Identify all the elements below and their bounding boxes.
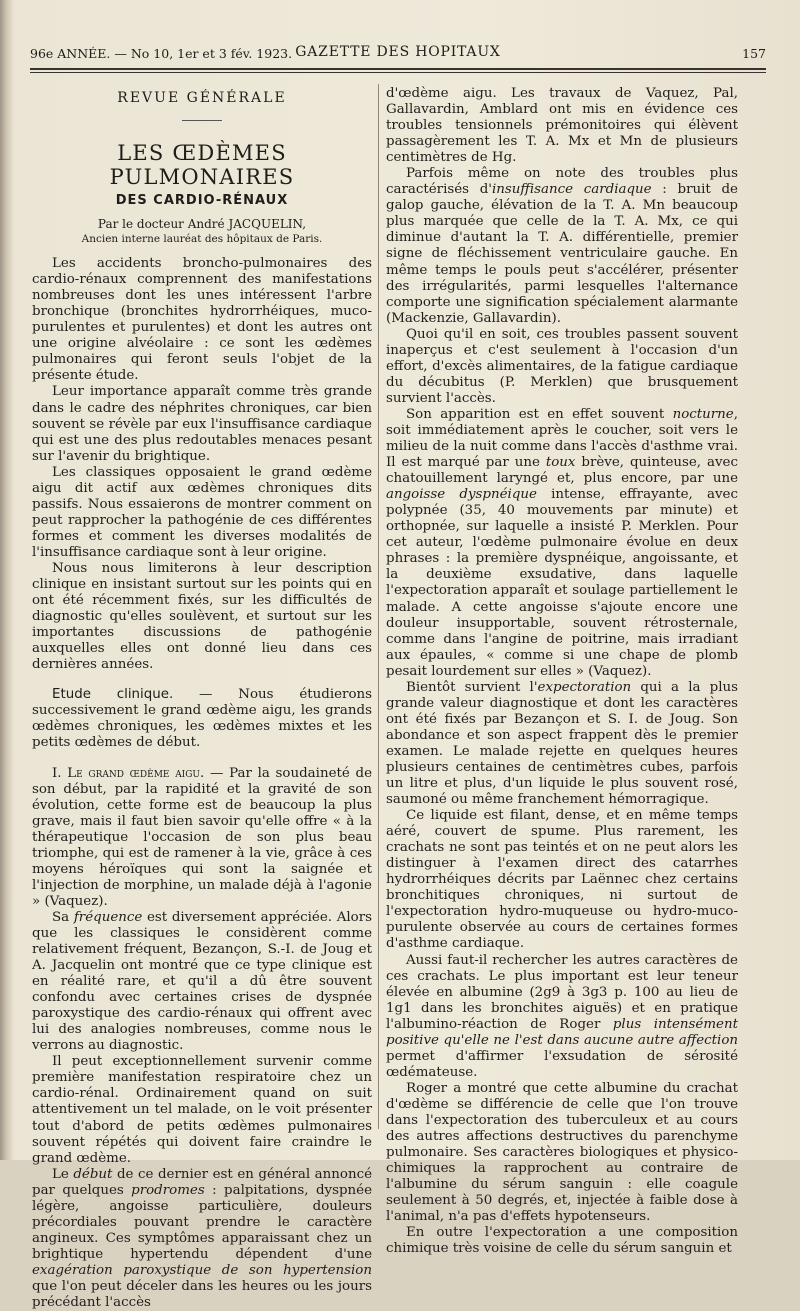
paragraph: Il peut exceptionnellement survenir comme première manifestation respiratoire chez un cardio-rénal. Ordinairement quand on suit attentivement un tel malade, on le voit présenter tout d'abord de petits œdèmes pulmonaires souvent répétés qui doivent faire craindre le grand œdème. bbox=[32, 1054, 372, 1166]
page-number: 157 bbox=[742, 46, 766, 61]
issue-info: 96e ANNÉE. — No 10, 1er et 3 fév. 1923. bbox=[30, 46, 293, 61]
article-subtitle: DES CARDIO-RÉNAUX bbox=[115, 193, 289, 209]
subsection-heading: Etude clinique. bbox=[52, 687, 174, 703]
paragraph-etude-clinique: Etude clinique. — Nous étudierons successivement le grand œdème aigu, les grands œdèmes chroniques, les œdèmes mixtes et les petits œdèmes de début. bbox=[32, 687, 373, 751]
author-affiliation: Ancien interne lauréat des hôpitaux de Paris. bbox=[81, 233, 323, 246]
header-rule-thick bbox=[30, 68, 766, 70]
journal-name: GAZETTE DES HOPITAUX bbox=[295, 44, 501, 60]
paragraph: Sa fréquence est diversement appréciée. Alors que les classiques le considèrent comme relativement fréquent, Bezançon, S.-I. de Joug et A. Jacquelin ont montré que ce type clinique est en réalité rare, et qu'il a dû être souvent confondu avec certaines crises de dyspnée paroxystique des cardio-rénaux qui offrent avec lui des analogies nombreuses, comme nous le verrons au diagnostic. bbox=[32, 909, 372, 1054]
author-byline: Par le docteur André JACQUELIN, bbox=[97, 217, 307, 232]
header-rule-thin bbox=[30, 72, 766, 73]
paragraph: Ce liquide est filant, dense, et en même temps aéré, couvert de spume. Plus rarement, les crachats ne sont pas teintés et on ne peut alors les distinguer à l'examen direct des catarrhes hydrorrhéiques décrits par Laënnec chez certains bronchitiques chroniques, ni surtout de l'expectoration hydro-muqueuse ou hydro-muco-purulente observée au cours de certaines formes d'asthme cardiaque. bbox=[386, 808, 738, 952]
paragraph: Quoi qu'il en soit, ces troubles passent souvent inaperçus et c'est seulement à l'occasion d'un effort, d'excès alimentaires, de la fatigue cardiaque du décubitus (P. Merklen) que brusquement survient l'accès. bbox=[386, 326, 738, 406]
paragraph: Les classiques opposaient le grand œdème aigu dit actif aux œdèmes chroniques dits passifs. Nous essaierons de montrer comment on peut rapprocher la pathogénie de ces différentes formes et comment les diverses modalités de l'insuffisance cardiaque sont à leur origine. bbox=[32, 464, 372, 560]
paragraph: d'œdème aigu. Les travaux de Vaquez, Pal, Gallavardin, Amblard ont mis en évidence ces troubles tensionnels prémonitoires qui élèvent passagèrement les T. A. Mx et Mn de plusieurs centimètres de Hg. bbox=[386, 86, 738, 166]
paragraph: Parfois même on note des troubles plus caractérisés d'insuffisance cardiaque : bruit de galop gauche, élévation de la T. A. Mn beaucoup plus marquée que celle de la T. A. Mx, ce qui diminue d'autant la T. A. différentielle, premier signe de fléchissement ventriculaire gauche. En même temps le pouls peut s'accélérer, présenter des irrégularités, parmi lesquelles l'alternance comporte une signification spécialement alarmante (Mackenzie, Gallavardin). bbox=[386, 166, 738, 326]
paragraph: En outre l'expectoration a une composition chimique très voisine de celle du sérum sanguin et bbox=[386, 1225, 738, 1257]
paragraph: Bientôt survient l'expectoration qui a la plus grande valeur diagnostique et dont les caractères ont été fixés par Bezançon et S. I. de Joug. Son abondance et son aspect frappent dès le premier examen. Le malade rejette en quelques heures plusieurs centaines de centimètres cubes, parfois un litre et plus, d'un liquide le plus souvent rosé, saumoné ou même franchement hémorragique. bbox=[386, 679, 738, 808]
column-divider bbox=[378, 84, 379, 1129]
article-title: LES ŒDÈMES PULMONAIRES bbox=[109, 141, 295, 190]
paragraph: Leur importance apparaît comme très grande dans le cadre des néphrites chroniques, car bien souvent se révèle par eux l'insuffisance cardiaque qui est une des plus redoutables menaces pesant sur l'avenir du brightique. bbox=[32, 384, 372, 464]
paragraph: Son apparition est en effet souvent nocturne, soit immédiatement après le coucher, soit vers le milieu de la nuit comme dans l'accès d'asthme vrai. Il est marqué par une toux brève, quinteuse, avec chatouillement laryngé et, plus encore, par une angoisse dyspnéique intense, effrayante, avec polypnée (35, 40 mouvements par minute) et orthopnée, sur laquelle a insisté P. Merklen. Pour cet auteur, l'œdème pulmonaire évolue en deux phrases : la première dyspnéique, angoissante, et la deuxième exsudative, dans laquelle l'expectoration apparaît et soulage partiellement le malade. A cette angoisse s'ajoute encore une douleur insupportable, souvent rétrosternale, comme dans l'angine de poitrine, mais irradiant aux épaules, « comme si une chape de plomb pesait lourdement sur elles » (Vaquez). bbox=[386, 406, 738, 679]
paragraph: Nous nous limiterons à leur description clinique en insistant surtout sur les points qui en ont été récemment fixés, sur les difficultés de diagnostic qu'elles soulèvent, et surtout sur les importantes discussions de pathogénie auxquelles elles ont donné lieu dans ces dernières années. bbox=[32, 560, 372, 673]
paragraph: Roger a montré que cette albumine du crachat d'œdème se différencie de celle que l'on trouve dans l'expectoration des tuberculeux et au cours des autres affections destructives du parenchyme pulmonaire. Ses caractères biologiques et physico-chimiques la rapprochent au contraire de l'albumine du sérum sanguin : elle coagule seulement à 50 degrés, et, injectée à faible dose à l'animal, n'a pas d'effets hypotenseurs. bbox=[386, 1080, 738, 1225]
section-label: REVUE GÉNÉRALE bbox=[117, 90, 287, 106]
right-column bbox=[386, 86, 738, 1257]
subsection-heading: I. Le grand œdème aigu. bbox=[52, 765, 205, 781]
spacer bbox=[32, 752, 372, 766]
paragraph-grand-oedeme: I. Le grand œdème aigu. — Par la soudaineté de son début, par la rapidité et la gravité de son évolution, cette forme est de beaucoup la plus grave, mais il faut bien savoir qu'elle offre « à la thérapeutique l'occasion de son plus beau triomphe, qui est de ramener à la vie, grâce à ces moyens héroïques qui sont la saignée et l'injection de morphine, un malade déjà à l'agonie » (Vaquez). bbox=[32, 765, 372, 909]
section-divider bbox=[182, 120, 222, 121]
left-column bbox=[32, 86, 372, 1311]
running-header bbox=[30, 44, 766, 68]
spacer bbox=[32, 673, 372, 687]
paragraph: Aussi faut-il rechercher les autres caractères de ces crachats. Le plus important est leur teneur élevée en albumine (2g9 à 3g3 p. 100 au lieu de 1g1 dans les bronchites aiguës) et en pratique l'albumino-réaction de Roger plus intensément positive qu'elle ne l'est dans aucune autre affection permet d'affirmer l'exsudation de sérosité œdémateuse. bbox=[386, 952, 738, 1080]
paragraph: Les accidents broncho-pulmonaires des cardio-rénaux comprennent des manifestations nombreuses dont les unes intéressent l'arbre bronchique (bronchites hydrorrhéiques, muco-purulentes et purulentes) et dont les autres ont une origine alvéolaire : ce sont les œdèmes pulmonaires qui feront seuls l'objet de la présente étude. bbox=[32, 256, 372, 384]
paragraph: Le début de ce dernier est en général annoncé par quelques prodromes : palpitations, dyspnée légère, angoisse particulière, douleurs précordiales pouvant prendre le caractère angineux. Ces symptômes apparaissant chez un brightique hypertendu dépendent d'une exagération paroxystique de son hypertension que l'on peut déceler dans les heures ou les jours précédant l'accès bbox=[32, 1166, 372, 1311]
